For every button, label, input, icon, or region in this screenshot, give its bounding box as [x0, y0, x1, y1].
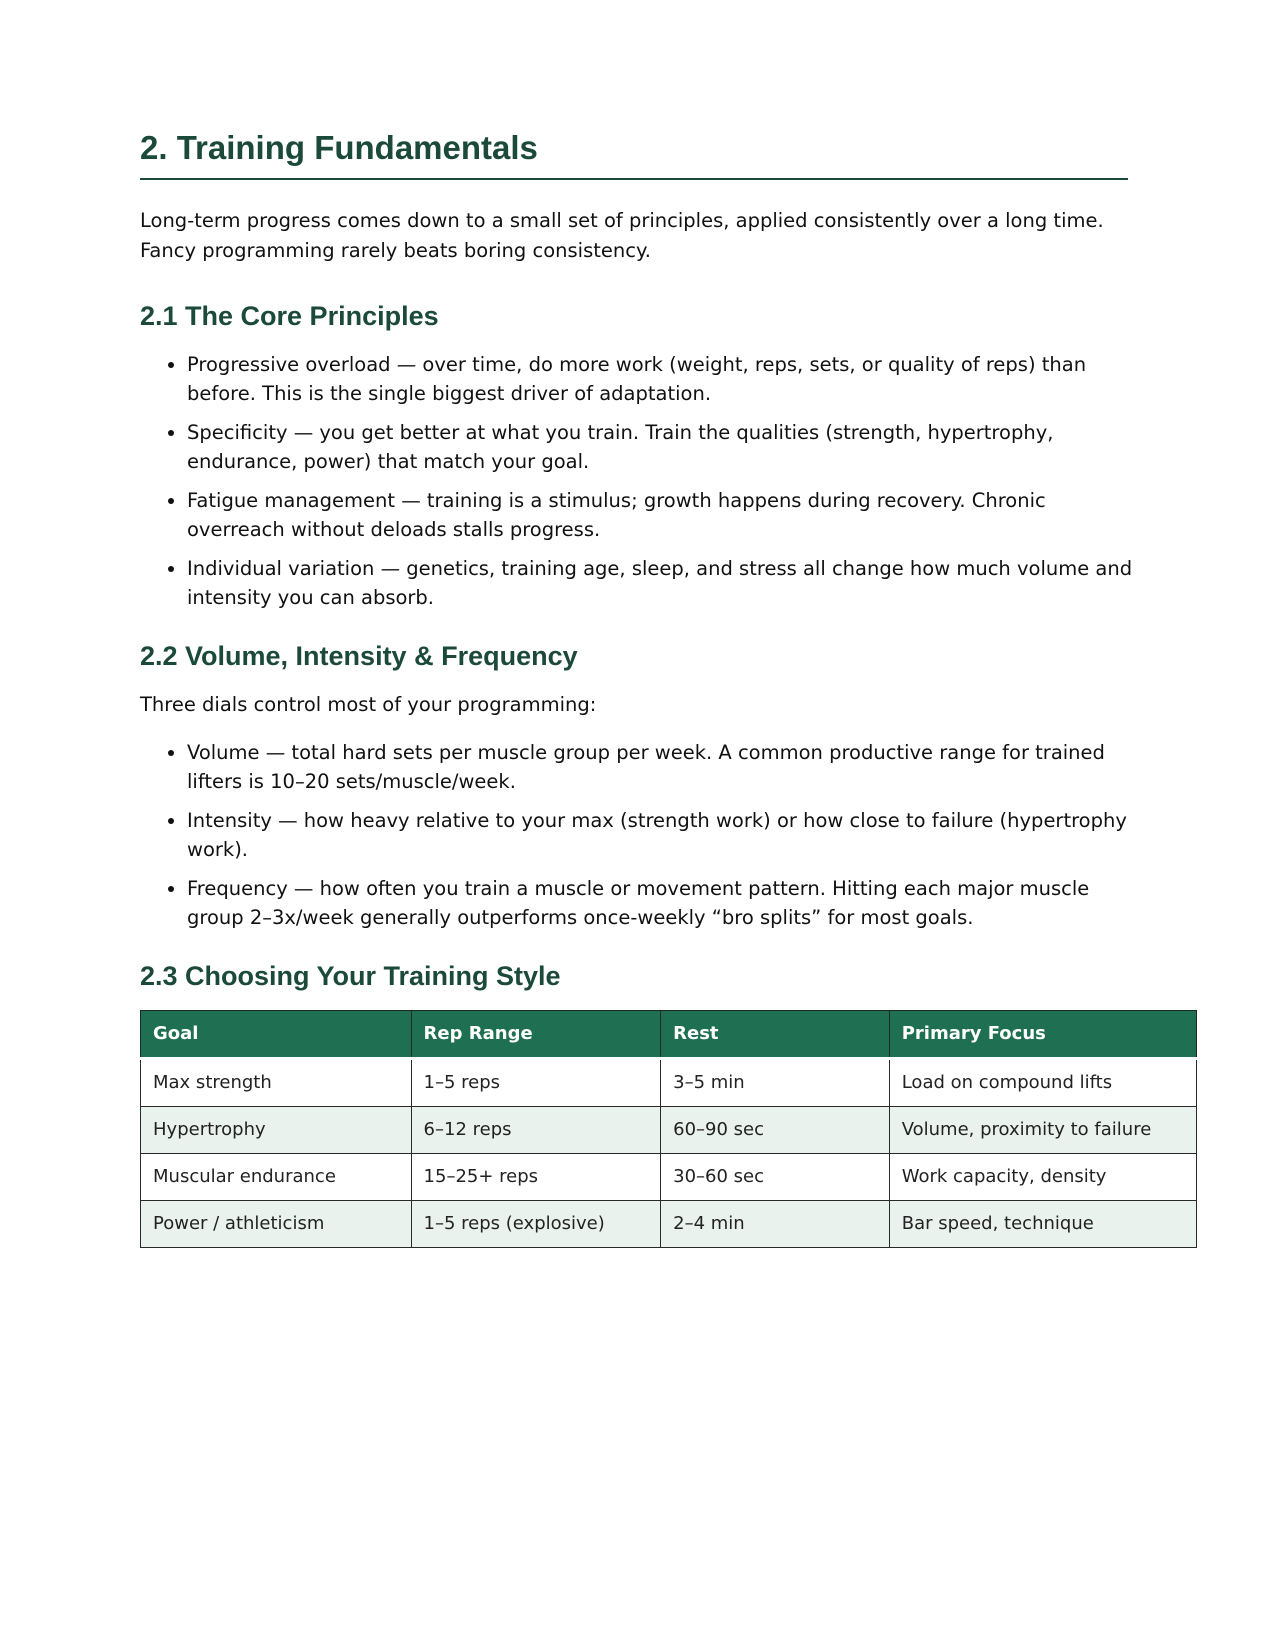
table-cell: Volume, proximity to failure [889, 1106, 1196, 1153]
section-heading-training-style: 2.3 Choosing Your Training Style [140, 961, 561, 992]
list-item: • Fatigue management — training is a stimulus; growth happens during recovery. Chronic overreach without deloads stalls progress. [187, 486, 1142, 544]
table-cell: Load on compound lifts [889, 1058, 1196, 1106]
table-cell: Bar speed, technique [889, 1200, 1196, 1247]
table-cell: 6–12 reps [411, 1106, 661, 1153]
section-heading-volume-intensity: 2.2 Volume, Intensity & Frequency [140, 640, 578, 671]
section-heading-core-principles: 2.1 The Core Principles [140, 300, 439, 331]
table-header-row [141, 1010, 1197, 1058]
training-style-table [140, 1010, 1197, 1248]
list-item: • Progressive overload — over time, do more work (weight, reps, sets, or quality of reps) than before. This is the single biggest driver of adaptation. [187, 350, 1142, 408]
list-item: • Volume — total hard sets per muscle group per week. A common productive range for trained lifters is 10–20 sets/muscle/week. [187, 738, 1142, 796]
table-cell: 3–5 min [661, 1058, 890, 1106]
section-lead: Three dials control most of your programming: [140, 693, 597, 717]
table-cell: 60–90 sec [661, 1106, 890, 1153]
table-row [141, 1200, 1197, 1247]
list-item: • Frequency — how often you train a muscle or movement pattern. Hitting each major muscle group 2–3x/week generally outperforms once-weekly “bro splits” for most goals. [187, 874, 1142, 932]
table-cell: Muscular endurance [141, 1153, 412, 1200]
table-cell: 30–60 sec [661, 1153, 890, 1200]
table-cell: 1–5 reps [411, 1058, 661, 1106]
column-header-goal: Goal [141, 1010, 412, 1058]
core-principles-list [140, 350, 1142, 612]
table-cell: Hypertrophy [141, 1106, 412, 1153]
table-cell: 1–5 reps (explosive) [411, 1200, 661, 1247]
table-row [141, 1106, 1197, 1153]
column-header-rest: Rest [661, 1010, 890, 1058]
table-cell: Work capacity, density [889, 1153, 1196, 1200]
column-header-primary-focus: Primary Focus [889, 1010, 1196, 1058]
dials-list [140, 738, 1142, 932]
list-item: • Individual variation — genetics, training age, sleep, and stress all change how much volume and intensity you can absorb. [187, 554, 1142, 612]
list-item: • Intensity — how heavy relative to your max (strength work) or how close to failure (hypertrophy work). [187, 806, 1142, 864]
column-header-rep-range: Rep Range [411, 1010, 661, 1058]
intro-paragraph: Long-term progress comes down to a small set of principles, applied consistently over a long time. Fancy programming rarely beats boring consistency. [140, 208, 1104, 262]
table-cell: Max strength [141, 1058, 412, 1106]
list-item: • Specificity — you get better at what you train. Train the qualities (strength, hypertrophy, endurance, power) that match your goal. [187, 418, 1142, 476]
table-cell: 15–25+ reps [411, 1153, 661, 1200]
table-row [141, 1153, 1197, 1200]
document-page [140, 128, 1200, 1248]
table-cell: 2–4 min [661, 1200, 890, 1247]
table-row [141, 1058, 1197, 1106]
table-cell: Power / athleticism [141, 1200, 412, 1247]
page-title: 2. Training Fundamentals [140, 128, 1128, 180]
